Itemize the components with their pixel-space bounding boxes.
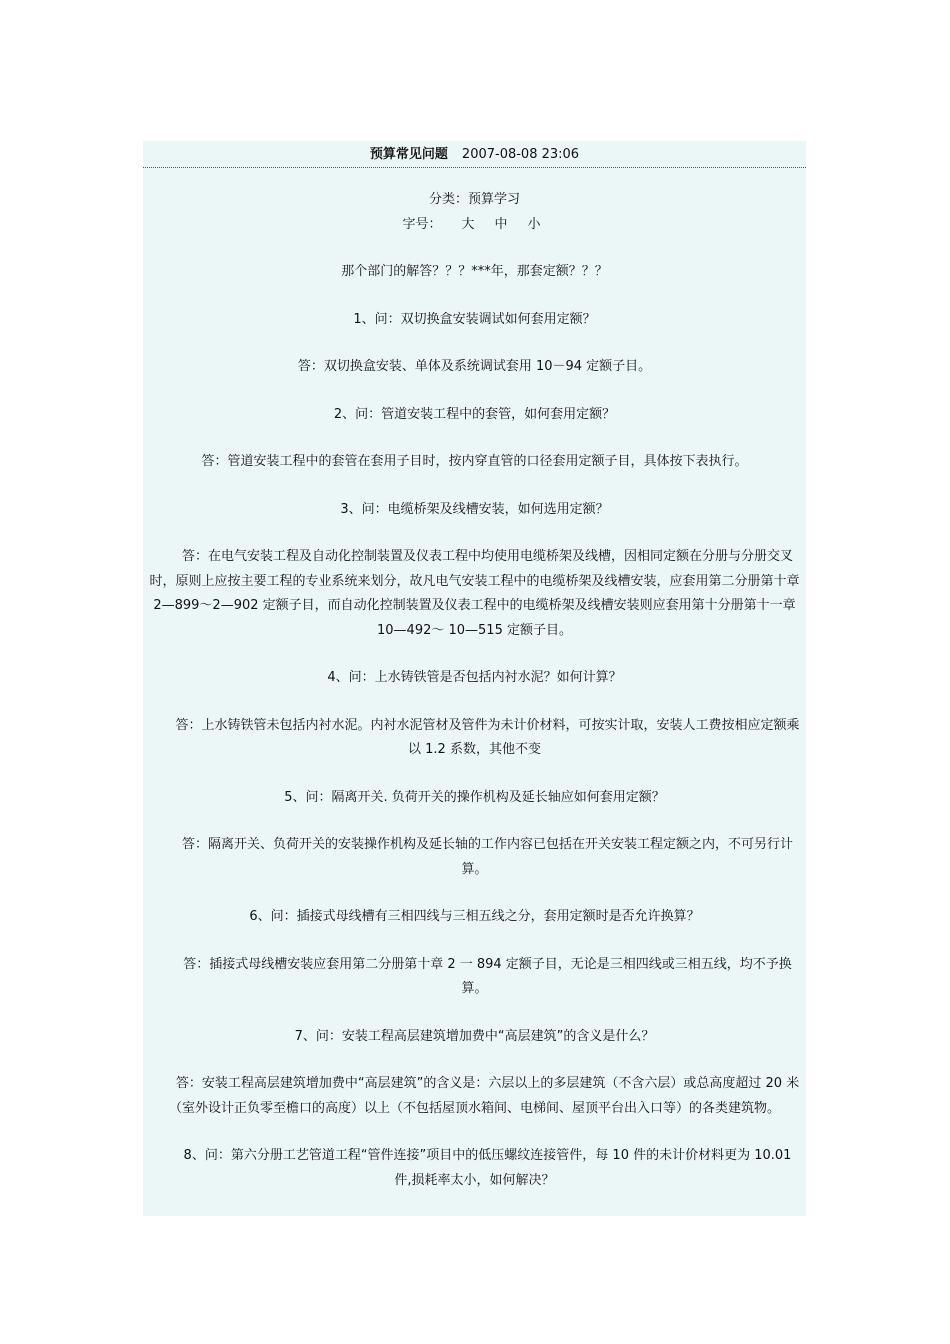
question-3: 3、问：电缆桥架及线槽安装，如何选用定额？ [340, 501, 609, 517]
category-label: 分类：预算学习 [428, 192, 520, 207]
font-size-medium-link[interactable]: 中 [494, 216, 508, 232]
answer-5: 答：隔离开关、负荷开关的安装操作机构及延长轴的工作内容已包括在开关安装工程定额之内，不可另行计算。 [181, 837, 793, 877]
question-1: 1、问：双切换盒安装调试如何套用定额？ [353, 311, 596, 327]
article-panel [143, 141, 806, 1216]
font-size-small-link[interactable]: 小 [527, 216, 541, 232]
answer-3: 答：在电气安装工程及自动化控制装置及仪表工程中均使用电缆桥架及线槽，因相同定额在分册与分册交叉时，原则上应按主要工程的专业系统来划分，故凡电气安装工程中的电缆桥架及线槽安装，应套用第二分册第十章 2—899～2—902 定额子目，而自动化控制装置及仪表工程中的电缆桥架及线槽安装则应套用第十分册第十一章 10—492～ 10—515 定额子目。 [149, 549, 800, 638]
question-4: 4、问：上水铸铁管是否包括内衬水泥？如何计算？ [327, 670, 622, 685]
answer-4: 答：上水铸铁管未包括内衬水泥。内衬水泥管材及管件为未计价材料，可按实计取，安装人工费按相应定额乘以 1.2 系数，其他不变 [175, 717, 800, 757]
article-body [143, 188, 806, 1193]
font-size-label: 字号： [402, 216, 442, 232]
question-2: 2、问：管道安装工程中的套管，如何套用定额？ [333, 406, 616, 422]
article-date: 2007-08-08 23:06 [461, 147, 580, 162]
answer-7: 答：安装工程高层建筑增加费中“高层建筑”的含义是：六层以上的多层建筑（不含六层）或总高度超过 20 米（室外设计正负零至檐口的高度）以上（不包括屋顶水箱间、电梯间、屋顶平台出入口等）的各类建筑物。 [168, 1076, 800, 1116]
question-8: 8、问：第六分册工艺管道工程“管件连接”项目中的低压螺纹连接管件，每 10 件的未计价材料更为 10.01 件,损耗率太小，如何解决？ [183, 1148, 792, 1188]
question-5: 5、问：隔离开关. 负荷开关的操作机构及延长轴应如何套用定额？ [284, 789, 665, 805]
answer-2: 答：管道安装工程中的套管在套用子目时，按内穿直管的口径套用定额子目，具体按下表执行。 [201, 454, 748, 469]
font-size-large-link[interactable]: 大 [461, 216, 475, 232]
question-6: 6、问：插接式母线槽有三相四线与三相五线之分，套用定额时是否允许换算？ [249, 909, 700, 924]
article-header [143, 141, 806, 168]
answer-6: 答：插接式母线槽安装应套用第二分册第十章 2 一 894 定额子目，无论是三相四线或三相五线，均不予换算。 [183, 956, 792, 996]
article-title: 预算常见问题 [369, 147, 448, 162]
question-7: 7、问：安装工程高层建筑增加费中“高层建筑”的含义是什么？ [294, 1028, 655, 1044]
font-size-switcher [143, 213, 806, 238]
intro-question: 那个部门的解答？？？***年，那套定额？？？ [341, 264, 608, 279]
answer-1: 答：双切换盒安装、单体及系统调试套用 10－94 定额子目。 [297, 359, 652, 374]
